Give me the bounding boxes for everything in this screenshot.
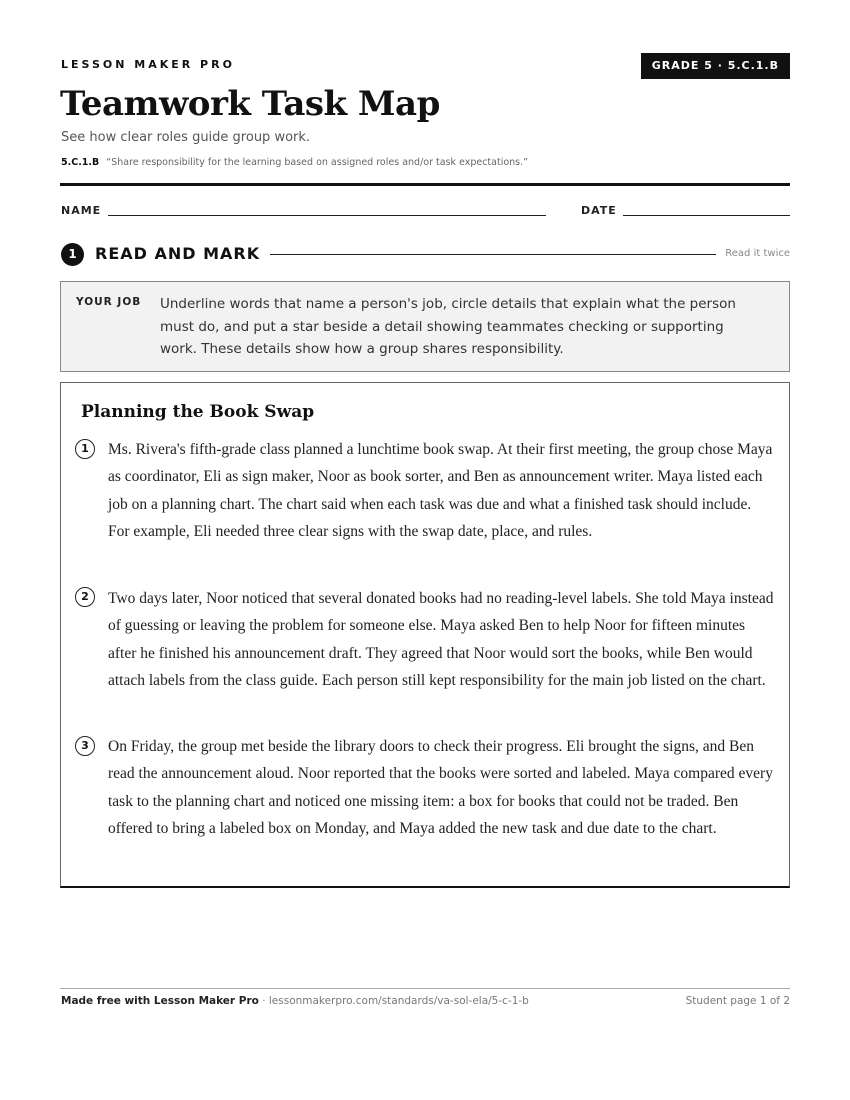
footer-divider	[60, 988, 790, 989]
instructions-box	[60, 281, 790, 372]
footer-brand: Made free with Lesson Maker Pro	[61, 995, 259, 1007]
brand-name: LESSON MAKER PRO	[61, 58, 235, 71]
section-number-badge: 1	[61, 243, 84, 266]
standard-text: “Share responsibility for the learning based on assigned roles and/or task expectations.”	[106, 157, 529, 168]
paragraph-3: On Friday, the group met beside the library doors to check their progress. Eli brought the signs, and Ben read the announcement aloud. Noor reported that the books were sorted and labeled. Maya compared every task to the planning chart and noticed one missing item: a box for books that could not be traded. Ben offered to bring a labeled box on Monday, and Maya added the new task and due date to the chart.	[108, 738, 773, 837]
page-title: Teamwork Task Map	[60, 84, 440, 124]
section-note: Read it twice	[725, 248, 790, 259]
paragraph-number-1: 1	[75, 439, 95, 459]
paragraph-number-3: 3	[75, 736, 95, 756]
paragraph-number-2: 2	[75, 587, 95, 607]
page-indicator: Student page 1 of 2	[685, 995, 790, 1007]
section-title: READ AND MARK	[95, 244, 261, 263]
page-subtitle: See how clear roles guide group work.	[61, 130, 311, 145]
paragraph-1: Ms. Rivera's fifth-grade class planned a lunchtime book swap. At their first meeting, the group chose Maya as coordinator, Eli as sign maker, Noor as book sorter, and Ben as announcement writer. Maya listed each job on a planning chart. The chart said when each task was due and what a finished task should include. For example, Eli needed three clear signs with the swap date, place, and rules.	[108, 441, 773, 540]
standard-line	[61, 157, 528, 168]
name-label: NAME	[61, 204, 102, 217]
date-field[interactable]	[623, 215, 790, 216]
date-label: DATE	[581, 204, 617, 217]
instructions-label: YOUR JOB	[76, 296, 142, 308]
reading-passage	[60, 382, 790, 888]
grade-badge: GRADE 5 · 5.C.1.B	[641, 53, 790, 79]
standard-code: 5.C.1.B	[61, 157, 100, 168]
name-field[interactable]	[108, 215, 546, 216]
footer-credit	[61, 995, 529, 1007]
section-divider	[270, 254, 716, 255]
passage-title: Planning the Book Swap	[81, 402, 315, 422]
footer-url[interactable]: · lessonmakerpro.com/standards/va-sol-ela/5-c-1-b	[258, 995, 529, 1007]
paragraph-2: Two days later, Noor noticed that several donated books had no reading-level labels. She told Maya instead of guessing or leaving the problem for someone else. Maya asked Ben to help Noor for fifteen minutes after he finished his announcement draft. They agreed that Noor would sort the books, while Ben would attach labels from the class guide. Each person still kept responsibility for the main job listed on the chart.	[108, 590, 774, 689]
instructions-text: Underline words that name a person's job, circle details that explain what the person must do, and put a star beside a detail showing teammates checking or supporting work. These details show how a group shares responsibility.	[160, 296, 736, 357]
header-divider	[60, 183, 790, 186]
